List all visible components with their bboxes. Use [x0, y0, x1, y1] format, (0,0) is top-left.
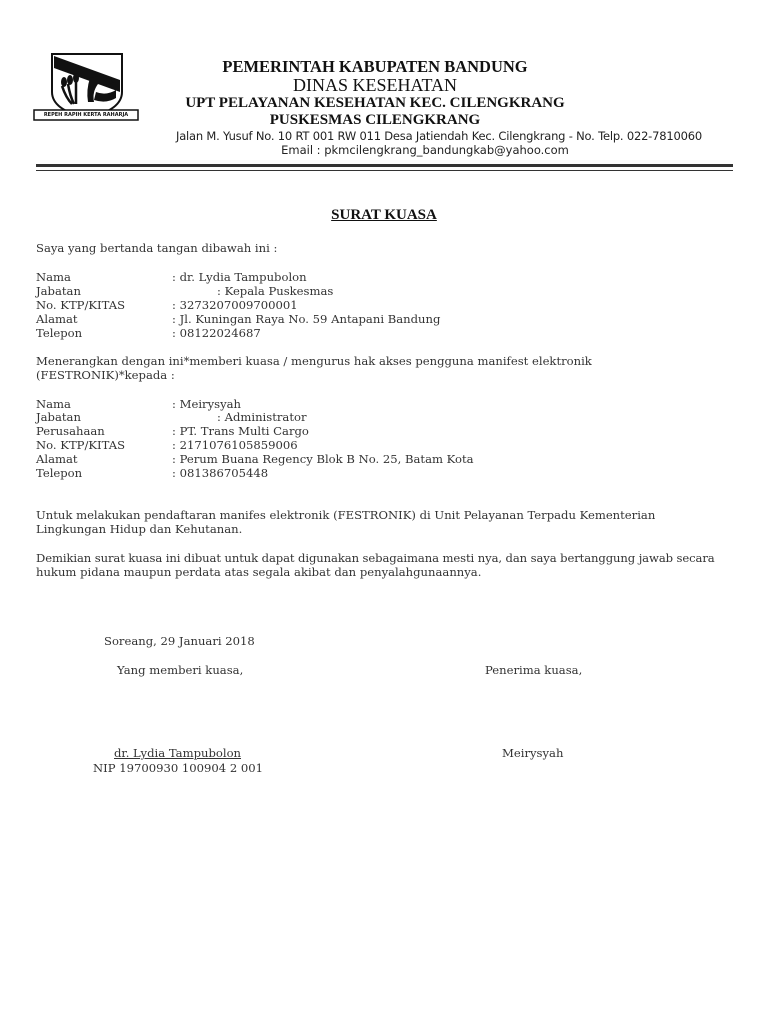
grantor-name-value: : dr. Lydia Tampubolon [172, 270, 307, 284]
grantor-address-label: Alamat [36, 312, 78, 326]
grantor-signature-name: dr. Lydia Tampubolon [114, 746, 242, 760]
grantee-name-label: Nama [36, 397, 71, 411]
letterhead-line1: PEMERINTAH KABUPATEN BANDUNG [222, 57, 528, 76]
intro-text: Saya yang bertanda tangan dibawah ini : [36, 241, 278, 255]
grantor-nip: NIP 19700930 100904 2 001 [93, 761, 264, 775]
statement-line2: (FESTRONIK)*kepada : [36, 368, 175, 382]
purpose-line1: Untuk melakukan pendaftaran manifes elektronik (FESTRONIK) di Unit Pelayanan Terpadu Kementerian [36, 508, 656, 522]
closing-line1: Demikian surat kuasa ini dibuat untuk dapat digunakan sebagaimana mesti nya, dan saya bertanggung jawab secara [36, 551, 715, 565]
grantee-signature-name: Meirysyah [502, 746, 564, 760]
grantee-phone-value: : 081386705448 [172, 466, 269, 480]
grantor-address-value: : Jl. Kuningan Raya No. 59 Antapani Bandung [172, 312, 441, 326]
grantor-caption: Yang memberi kuasa, [117, 663, 244, 677]
letterhead-line2: DINAS KESEHATAN [292, 75, 458, 95]
regency-logo [32, 52, 140, 124]
letterhead-line3: UPT PELAYANAN KESEHATAN KEC. CILENGKRANG [185, 95, 565, 111]
logo-motto: REPEH RAPIH KERTA RAHARJA [43, 112, 129, 118]
grantee-phone-label: Telepon [36, 466, 83, 480]
grantor-position-value: : Kepala Puskesmas [217, 284, 334, 298]
grantee-address-value: : Perum Buana Regency Blok B No. 25, Batam Kota [172, 452, 474, 466]
purpose-line2: Lingkungan Hidup dan Kehutanan. [36, 522, 243, 536]
letterhead-email: Email : pkmcilengkrang_bandungkab@yahoo.com [281, 143, 569, 157]
grantee-id-label: No. KTP/KITAS [36, 438, 126, 452]
grantee-position-label: Jabatan [36, 410, 81, 424]
grantor-position-label: Jabatan [36, 284, 81, 298]
document-title: SURAT KUASA [331, 207, 437, 223]
grantor-phone-value: : 08122024687 [172, 326, 261, 340]
grantee-company-label: Perusahaan [36, 424, 105, 438]
statement-line1: Menerangkan dengan ini*memberi kuasa / mengurus hak akses pengguna manifest elektronik [36, 354, 592, 368]
grantor-id-label: No. KTP/KITAS [36, 298, 126, 312]
grantee-address-label: Alamat [36, 452, 78, 466]
grantor-id-value: : 3273207009700001 [172, 298, 298, 312]
letterhead-address: Jalan M. Yusuf No. 10 RT 001 RW 011 Desa Jatiendah Kec. Cilengkrang - No. Telp. 022-7810060 [176, 129, 702, 143]
grantee-position-value: : Administrator [217, 410, 307, 424]
grantee-company-value: : PT. Trans Multi Cargo [172, 424, 309, 438]
grantee-caption: Penerima kuasa, [485, 663, 583, 677]
grantee-id-value: : 2171076105859006 [172, 438, 298, 452]
header-divider [36, 164, 733, 171]
letterhead-line4: PUSKESMAS CILENGKRANG [269, 112, 481, 128]
grantor-phone-label: Telepon [36, 326, 83, 340]
closing-line2: hukum pidana maupun perdata atas segala akibat dan penyalahgunaannya. [36, 565, 482, 579]
place-date: Soreang, 29 Januari 2018 [104, 634, 255, 648]
grantee-name-value: : Meirysyah [172, 397, 242, 411]
grantor-name-label: Nama [36, 270, 71, 284]
